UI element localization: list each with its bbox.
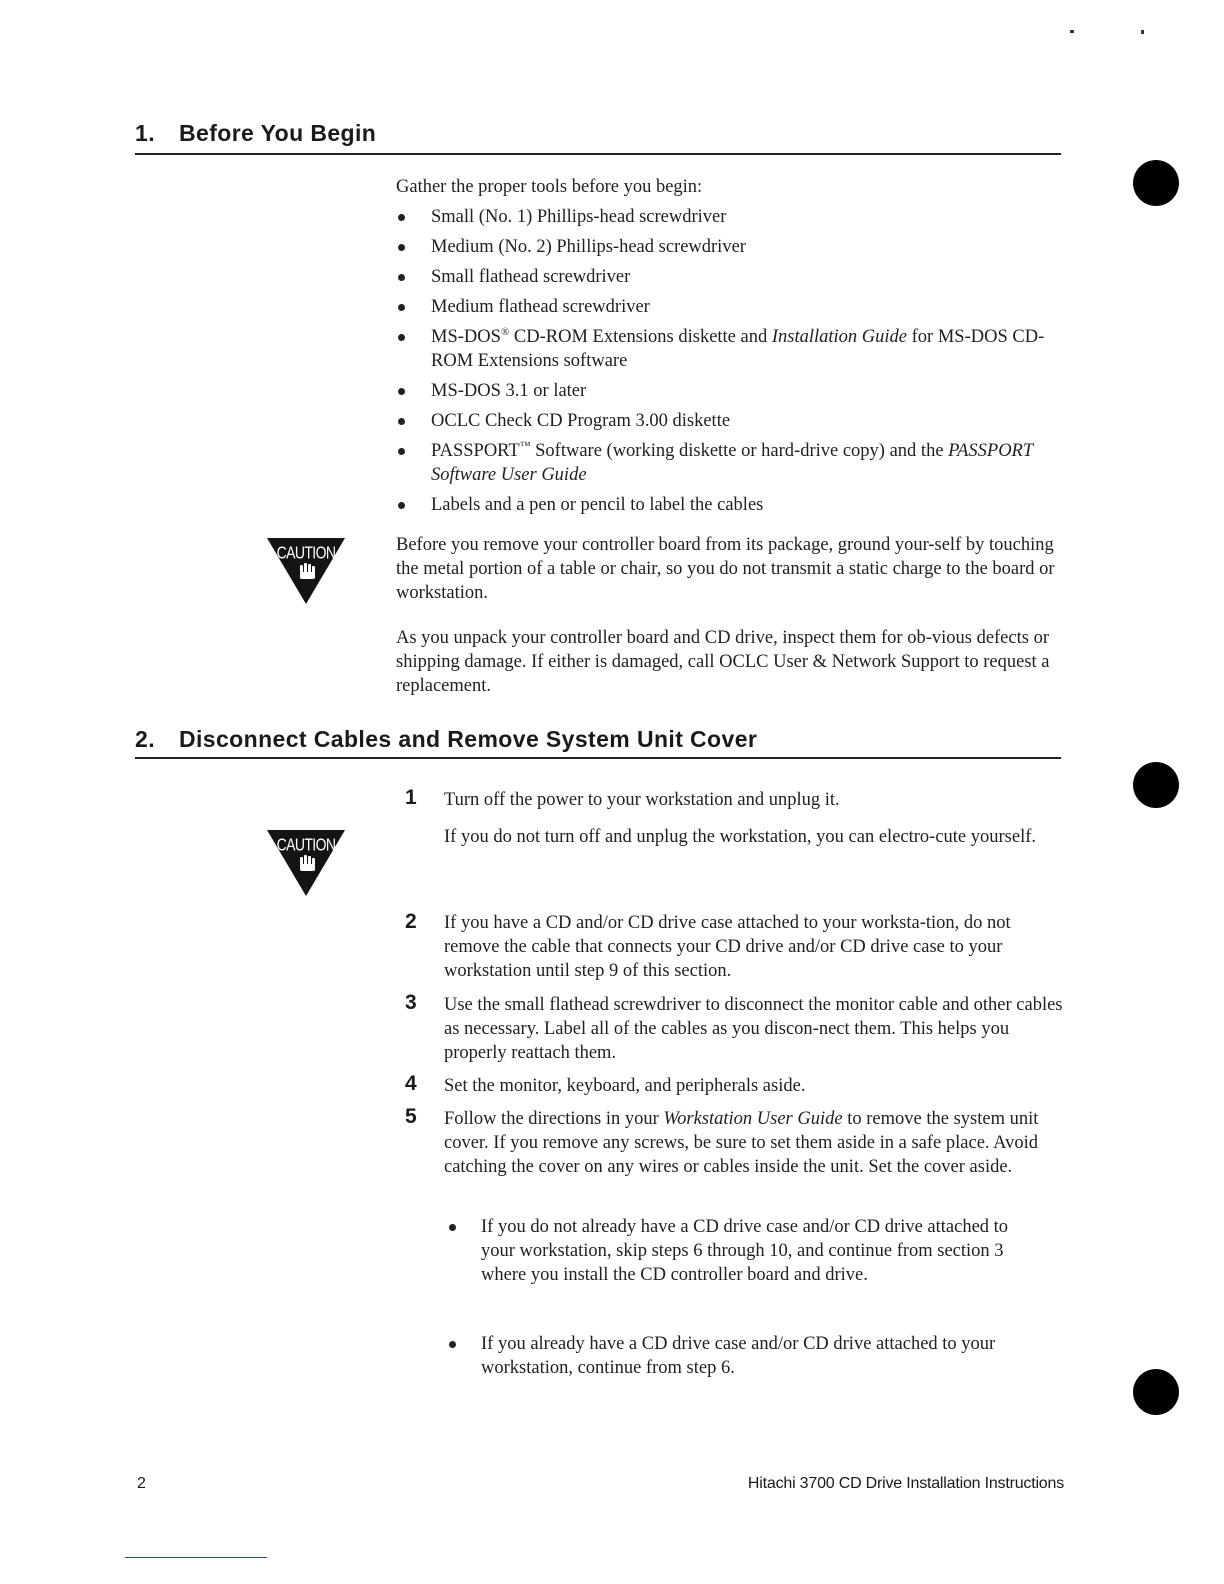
unpack-text: As you unpack your controller board and CD drive, inspect them for ob-vious defects or shipping damage. If either is damaged, call OCLC User & Network Support to request a replacement. <box>396 628 1050 696</box>
list-item: Small (No. 1) Phillips-head screwdriver <box>396 205 1056 229</box>
scan-speck <box>1141 30 1144 34</box>
caution-label: CAUTION <box>276 542 336 562</box>
bullet-icon <box>449 1341 456 1348</box>
footer-doc-title: Hitachi 3700 CD Drive Installation Instructions <box>747 1475 1064 1492</box>
bullet-icon <box>449 1224 456 1231</box>
step-number: 2 <box>405 910 417 933</box>
bullet-icon <box>398 244 405 251</box>
list-item: If you already have a CD drive case and/or CD drive attached to your workstation, continue from step 6. <box>446 1332 1046 1380</box>
bullet-icon <box>398 388 405 395</box>
section-number: 1. <box>135 120 155 146</box>
registered-mark: ® <box>500 325 510 338</box>
trademark-mark: ™ <box>519 439 531 452</box>
section-1-heading <box>135 120 1061 147</box>
step-note: If you do not turn off and unplug the workstation, you can electro-cute yourself. <box>444 827 1037 847</box>
section-title: Disconnect Cables and Remove System Unit Cover <box>179 726 758 752</box>
italic-title: Installation Guide <box>771 327 908 347</box>
step-text: Set the monitor, keyboard, and peripherals aside. <box>444 1076 806 1096</box>
tools-list <box>396 205 1056 523</box>
italic-title: Workstation User Guide <box>663 1109 843 1129</box>
caution-icon <box>267 830 345 896</box>
caution-text: Before you remove your controller board from its package, ground your-self by touching the metal portion of a table or chair, so you do not transmit a static charge to the board or workstation. <box>396 535 1055 603</box>
section-title: Before You Begin <box>179 120 377 146</box>
page-number: 2 <box>137 1475 146 1492</box>
bullet-icon <box>398 214 405 221</box>
section-number: 2. <box>135 726 155 752</box>
step-text: Turn off the power to your workstation and unplug it. <box>444 790 840 810</box>
section-rule <box>135 153 1061 155</box>
section-rule <box>135 757 1061 759</box>
punch-hole <box>1133 160 1179 206</box>
step-number: 5 <box>405 1105 417 1128</box>
sub-bullet-list <box>446 1332 1046 1380</box>
punch-hole <box>1133 762 1179 808</box>
list-item: Medium (No. 2) Phillips-head screwdriver <box>396 235 1056 259</box>
list-item: Labels and a pen or pencil to label the cables <box>396 493 1056 517</box>
list-item: MS-DOS® CD-ROM Extensions diskette and Installation Guide for MS-DOS CD-ROM Extensions software <box>396 325 1056 373</box>
bullet-icon <box>398 502 405 509</box>
step-number: 4 <box>405 1072 417 1095</box>
step-text: If you have a CD and/or CD drive case attached to your worksta-tion, do not remove the cable that connects your CD drive and/or CD drive case to your workstation until step 9 of this section. <box>444 913 1011 981</box>
punch-hole <box>1133 1369 1179 1415</box>
scan-line <box>125 1557 267 1558</box>
bullet-icon <box>398 418 405 425</box>
scan-speck <box>1070 30 1074 33</box>
list-item: OCLC Check CD Program 3.00 diskette <box>396 409 1056 433</box>
step-number: 3 <box>405 991 417 1014</box>
step-number: 1 <box>405 786 417 809</box>
caution-label: CAUTION <box>276 834 336 854</box>
section-2-heading <box>135 726 1061 753</box>
bullet-icon <box>398 304 405 311</box>
italic-title: PASSPORT Software User Guide <box>431 441 1033 485</box>
list-item: If you do not already have a CD drive case and/or CD drive attached to your workstation, skip steps 6 through 10, and continue from section 3 where you install the CD controller board and drive. <box>446 1215 1046 1287</box>
bullet-icon <box>398 448 405 455</box>
step-text: Use the small flathead screwdriver to disconnect the monitor cable and other cables as necessary. Label all of the cables as you discon-nect them. This helps you properly reattach them. <box>444 995 1063 1063</box>
list-item: Medium flathead screwdriver <box>396 295 1056 319</box>
list-item: MS-DOS 3.1 or later <box>396 379 1056 403</box>
caution-icon <box>267 538 345 604</box>
bullet-icon <box>398 274 405 281</box>
list-item: PASSPORT™ Software (working diskette or hard-drive copy) and the PASSPORT Software User Guide <box>396 439 1056 487</box>
tools-intro: Gather the proper tools before you begin: <box>396 177 703 197</box>
step-text: Follow the directions in your Workstation User Guide to remove the system unit cover. If you remove any screws, be sure to set them aside in a safe place. Avoid catching the cover on any wires or cables inside the unit. Set the cover aside. <box>444 1109 1039 1177</box>
list-item: Small flathead screwdriver <box>396 265 1056 289</box>
sub-bullet-list <box>446 1215 1046 1287</box>
bullet-icon <box>398 334 405 341</box>
